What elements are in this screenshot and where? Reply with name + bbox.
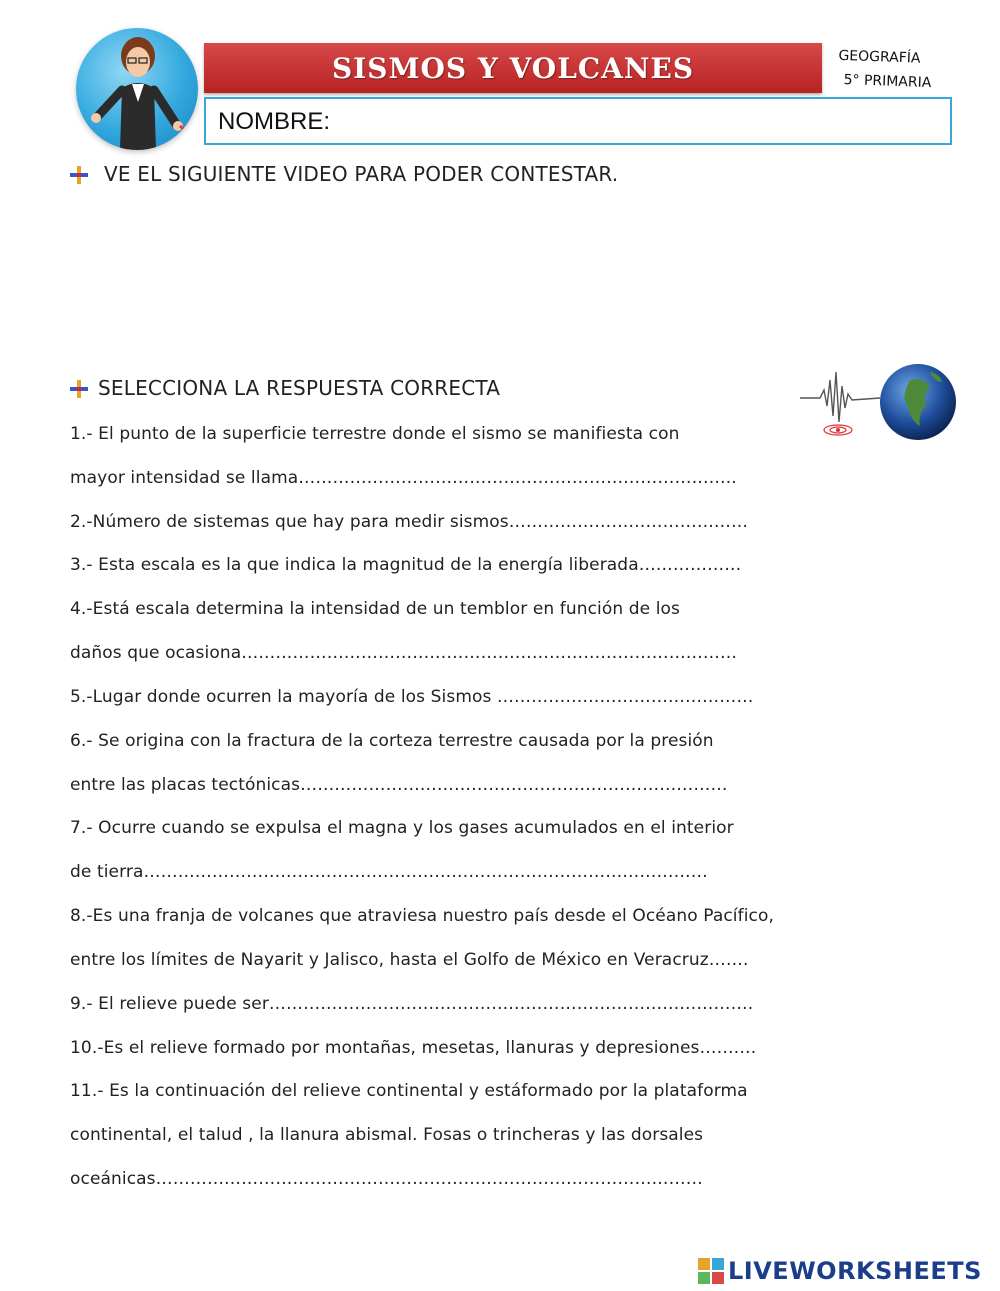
question-line[interactable]: 5.-Lugar donde ocurren la mayoría de los Sismos ……………………………………… (70, 687, 754, 707)
page-title: SISMOS Y VOLCANES (331, 51, 695, 85)
question-line[interactable]: de tierra……………………………………………………………………………………… (70, 862, 708, 882)
liveworksheets-logo-icon (698, 1258, 724, 1284)
question-line[interactable]: entre los límites de Nayarit y Jalisco, hasta el Golfo de México en Veracruz……. (70, 950, 749, 970)
name-field[interactable] (204, 97, 952, 145)
grade-level: 5° PRIMARIA (843, 72, 932, 92)
question-line: 1.- El punto de la superficie terrestre donde el sismo se manifiesta con (70, 424, 680, 444)
question-line: 6.- Se origina con la fractura de la corteza terrestre causada por la presión (70, 731, 714, 751)
question-line: 8.-Es una franja de volcanes que atraviesa nuestro país desde el Océano Pacífico, (70, 906, 774, 926)
subject-name: GEOGRAFÍA (838, 47, 921, 67)
plus-bullet-icon (68, 378, 90, 400)
teacher-illustration-icon (76, 28, 198, 150)
title-bar (204, 43, 822, 93)
question-line[interactable]: oceánicas…………………………………………………………………………………… (70, 1169, 703, 1189)
question-line: 11.- Es la continuación del relieve continental y estáformado por la plataforma (70, 1081, 748, 1101)
brand-name: LIVEWORKSHEETS (728, 1257, 982, 1285)
select-instruction: SELECCIONA LA RESPUESTA CORRECTA (98, 376, 501, 400)
plus-bullet-icon (68, 164, 90, 186)
question-line: continental, el talud , la llanura abismal. Fosas o trincheras y las dorsales (70, 1125, 704, 1145)
question-line[interactable]: 2.-Número de sistemas que hay para medir sismos…………………………………… (70, 512, 749, 532)
question-line: 7.- Ocurre cuando se expulsa el magna y los gases acumulados en el interior (70, 818, 734, 838)
question-line[interactable]: 9.- El relieve puede ser…………………………………………………………………………. (70, 994, 754, 1014)
question-line[interactable]: mayor intensidad se llama………………………………………………………………….. (70, 468, 737, 488)
question-line[interactable]: 10.-Es el relieve formado por montañas, mesetas, llanuras y depresiones………. (70, 1038, 757, 1058)
question-line[interactable]: entre las placas tectónicas………………………………………………………………… (70, 775, 728, 795)
subject-label (837, 44, 964, 96)
name-label: NOMBRE: (218, 108, 331, 135)
seismograph-globe-icon (800, 350, 975, 445)
video-instruction: VE EL SIGUIENTE VIDEO PARA PODER CONTESTAR. (104, 162, 619, 186)
teacher-avatar (76, 28, 198, 150)
question-line: 4.-Está escala determina la intensidad de un temblor en función de los (70, 599, 680, 619)
liveworksheets-logo (698, 1256, 994, 1286)
question-line[interactable]: 3.- Esta escala es la que indica la magnitud de la energía liberada……………… (70, 555, 742, 575)
question-line[interactable]: daños que ocasiona…………………………………………………………………………… (70, 643, 738, 663)
